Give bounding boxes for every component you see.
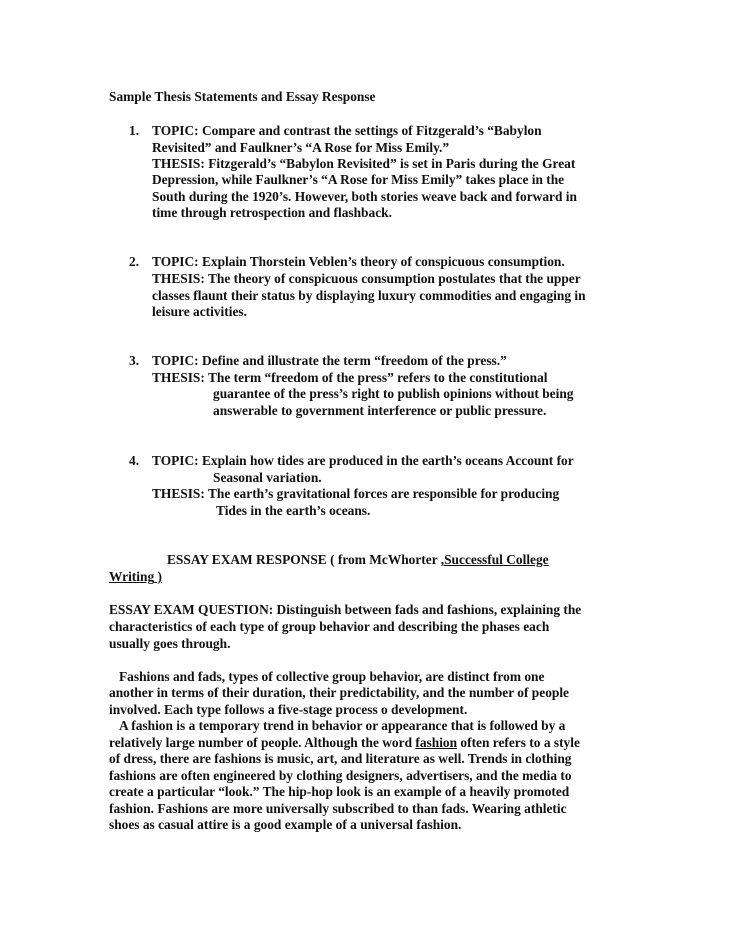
item-line: Revisited” and Faulkner’s “A Rose for Miss Emily.” — [152, 140, 450, 155]
item-line: TOPIC: Explain how tides are produced in the earth’s oceans Account for — [152, 453, 574, 468]
item-line: THESIS: The term “freedom of the press” refers to the constitutional — [152, 370, 548, 385]
paragraph-text: often refers to a style — [457, 735, 580, 750]
item-line: THESIS: Fitzgerald’s “Babylon Revisited” is set in Paris during the Great — [152, 156, 576, 171]
item-line: Tides in the earth’s oceans. — [216, 503, 371, 518]
item-number: 3. — [129, 353, 140, 368]
paragraph-text: relatively large number of people. Although the word — [109, 735, 416, 750]
emphasized-word: fashion — [415, 735, 458, 750]
item-line: TOPIC: Compare and contrast the settings of Fitzgerald’s “Babylon — [152, 123, 542, 138]
paragraph-line: another in terms of their duration, their predictability, and the number of people — [109, 685, 570, 700]
item-line: leisure activities. — [152, 304, 247, 319]
item-line: THESIS: The theory of conspicuous consumption postulates that the upper — [152, 271, 581, 286]
item-number: 4. — [129, 453, 140, 468]
paragraph-line: A fashion is a temporary trend in behavior or appearance that is followed by a — [119, 718, 566, 733]
paragraph-line: of dress, there are fashions is music, art, and literature as well. Trends in clothing — [109, 751, 572, 766]
paragraph-line: fashions are often engineered by clothing designers, advertisers, and the media to — [109, 768, 572, 783]
question-line: ESSAY EXAM QUESTION: Distinguish between fads and fashions, explaining the — [109, 602, 582, 617]
item-line: classes flaunt their status by displaying luxury commodities and engaging in — [152, 288, 586, 303]
paragraph-line — [109, 734, 580, 751]
book-title-link: ,Successful College — [440, 552, 549, 567]
paragraph-line: fashion. Fashions are more universally subscribed to than fads. Wearing athletic — [109, 801, 567, 816]
item-line: THESIS: The earth’s gravitational forces are responsible for producing — [152, 486, 560, 501]
question-line: characteristics of each type of group behavior and describing the phases each — [109, 619, 550, 634]
item-line: South during the 1920’s. However, both stories weave back and forward in — [152, 189, 577, 204]
essay-heading-text: ESSAY EXAM RESPONSE ( from McWhorter — [167, 552, 441, 567]
essay-heading-suffix: ) — [154, 569, 162, 584]
item-line: Seasonal variation. — [213, 470, 322, 485]
item-line: TOPIC: Explain Thorstein Veblen’s theory of conspicuous consumption. — [152, 254, 565, 269]
item-number: 2. — [129, 254, 140, 269]
item-line: answerable to government interference or public pressure. — [213, 403, 547, 418]
paragraph-line: create a particular “look.” The hip-hop look is an example of a heavily promoted — [109, 784, 570, 799]
essay-heading — [167, 551, 549, 568]
item-number: 1. — [129, 123, 140, 138]
essay-heading-cont — [109, 568, 162, 585]
item-line: time through retrospection and flashback. — [152, 205, 392, 220]
item-line: Depression, while Faulkner’s “A Rose for Miss Emily” takes place in the — [152, 172, 565, 187]
item-line: TOPIC: Define and illustrate the term “freedom of the press.” — [152, 353, 507, 368]
paragraph-line: Fashions and fads, types of collective group behavior, are distinct from one — [119, 669, 545, 684]
item-line: guarantee of the press’s right to publish opinions without being — [213, 386, 574, 401]
question-line: usually goes through. — [109, 636, 231, 651]
document-title: Sample Thesis Statements and Essay Response — [109, 89, 376, 104]
paragraph-line: involved. Each type follows a five-stage process o development. — [109, 702, 468, 717]
paragraph-line: shoes as casual attire is a good example of a universal fashion. — [109, 817, 462, 832]
book-title-link-cont: Writing — [109, 569, 155, 584]
